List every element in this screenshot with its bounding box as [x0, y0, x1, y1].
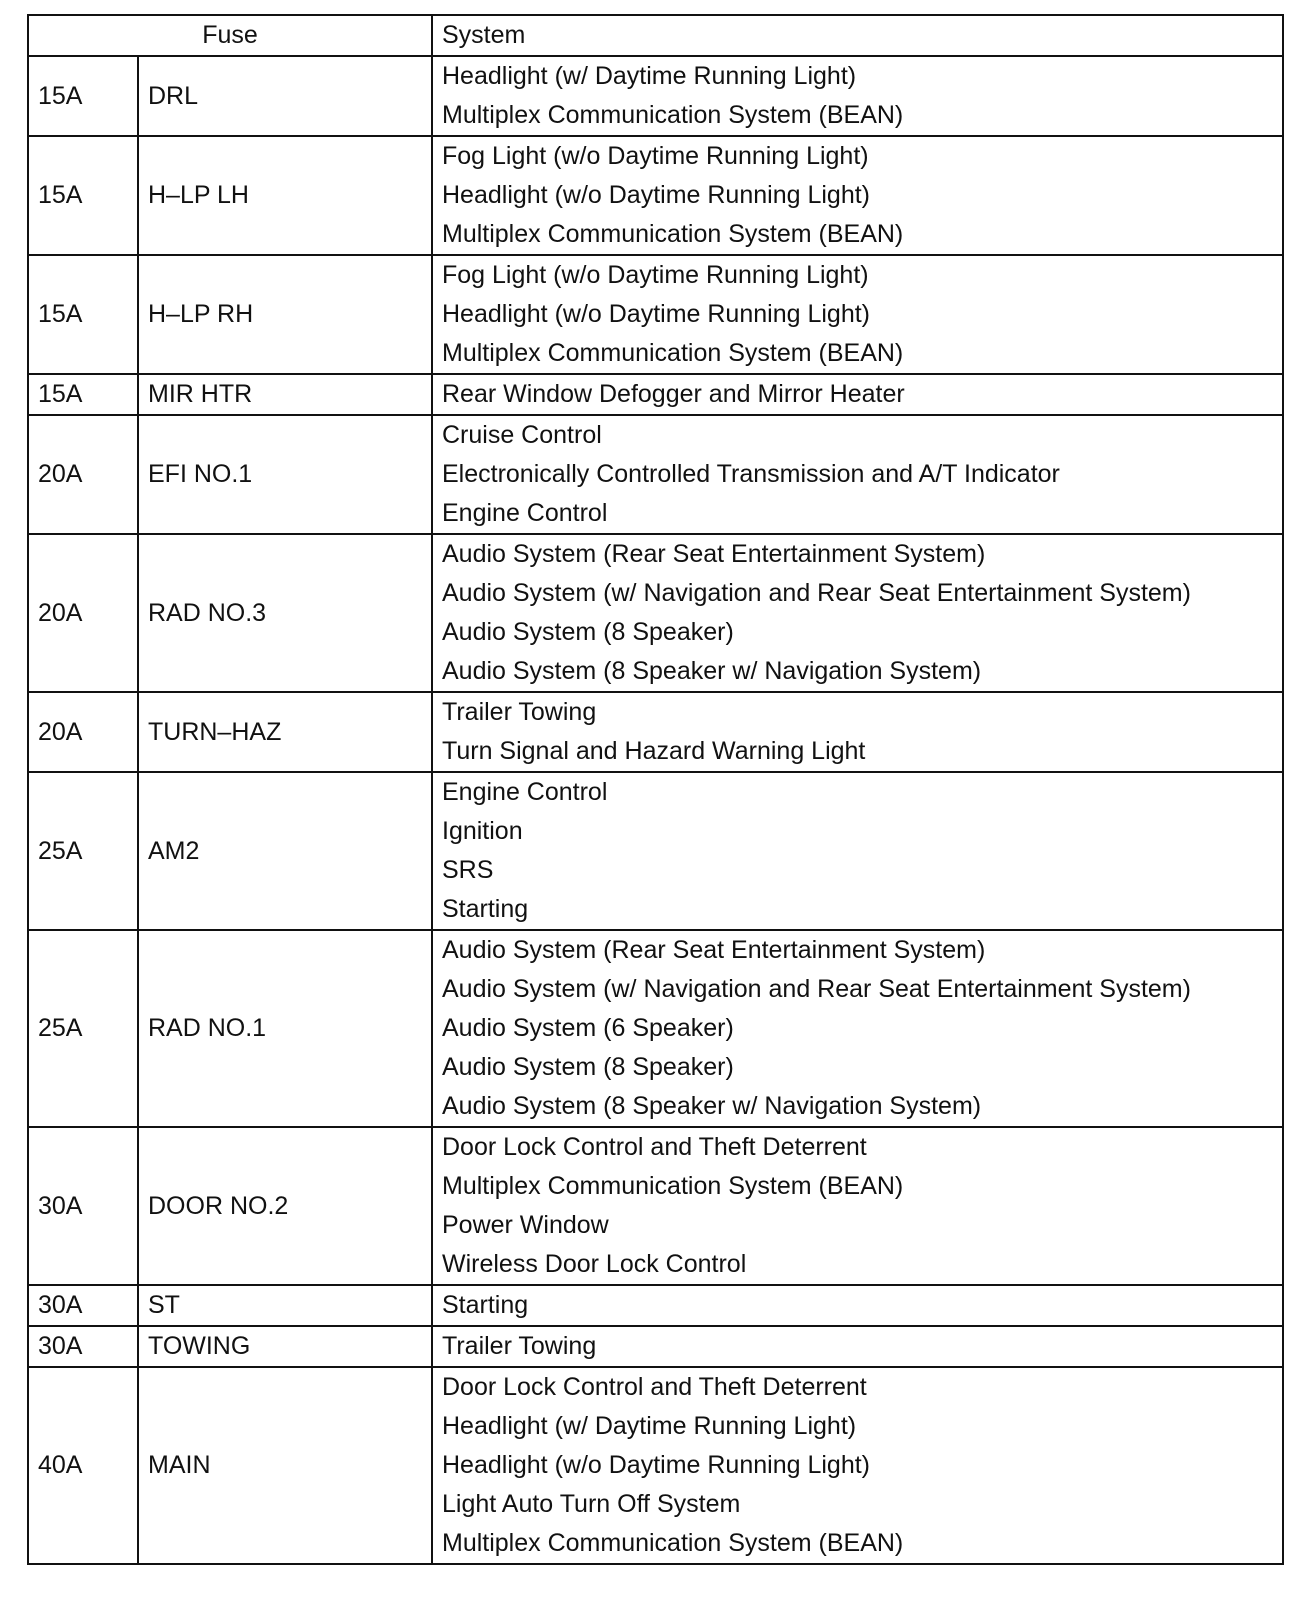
- system-item: Trailer Towing: [442, 698, 597, 726]
- table-row: [28, 772, 1283, 930]
- system-item: Fog Light (w/o Daytime Running Light): [442, 142, 869, 170]
- system-item: Engine Control: [442, 499, 608, 527]
- fuse-amperage: 30A: [28, 1285, 138, 1326]
- system-item: Audio System (8 Speaker): [442, 618, 734, 646]
- system-list: [432, 692, 1283, 772]
- fuse-amperage: 20A: [28, 692, 138, 772]
- system-item: Headlight (w/o Daytime Running Light): [442, 300, 870, 328]
- system-item: Multiplex Communication System (BEAN): [442, 339, 904, 367]
- fuse-amperage: 20A: [28, 534, 138, 692]
- fuse-amperage: 25A: [28, 772, 138, 930]
- system-list: [432, 930, 1283, 1127]
- system-item: Audio System (8 Speaker w/ Navigation System): [442, 1092, 982, 1120]
- fuse-amperage: 15A: [28, 136, 138, 255]
- fuse-amperage: 15A: [28, 374, 138, 415]
- system-list: [432, 772, 1283, 930]
- fuse-amperage: 30A: [28, 1127, 138, 1285]
- system-item: Multiplex Communication System (BEAN): [442, 101, 904, 129]
- system-item: Headlight (w/ Daytime Running Light): [442, 1412, 857, 1440]
- system-item: Audio System (Rear Seat Entertainment System): [442, 540, 986, 568]
- system-item: SRS: [442, 856, 494, 884]
- system-item: Ignition: [442, 817, 523, 845]
- table-row: [28, 136, 1283, 255]
- fuse-amperage: 25A: [28, 930, 138, 1127]
- system-item: Audio System (8 Speaker w/ Navigation System): [442, 657, 982, 685]
- system-list: [432, 534, 1283, 692]
- fuse-name: H–LP LH: [138, 136, 432, 255]
- table-row: [28, 534, 1283, 692]
- fuse-system-table: [27, 14, 1284, 1565]
- system-list: [432, 56, 1283, 136]
- system-item: Audio System (6 Speaker): [442, 1014, 734, 1042]
- table-row: [28, 1367, 1283, 1564]
- fuse-name: RAD NO.3: [138, 534, 432, 692]
- system-list: [432, 415, 1283, 534]
- fuse-name: DOOR NO.2: [138, 1127, 432, 1285]
- system-item: Audio System (w/ Navigation and Rear Seat Entertainment System): [442, 975, 1191, 1003]
- header-system: System: [432, 15, 1283, 56]
- fuse-name: MIR HTR: [138, 374, 432, 415]
- fuse-name: DRL: [138, 56, 432, 136]
- system-item: Audio System (Rear Seat Entertainment System): [442, 936, 986, 964]
- fuse-amperage: 30A: [28, 1326, 138, 1367]
- system-item: Fog Light (w/o Daytime Running Light): [442, 261, 869, 289]
- system-item: Cruise Control: [442, 421, 602, 449]
- system-item: Audio System (8 Speaker): [442, 1053, 734, 1081]
- table-row: [28, 56, 1283, 136]
- fuse-name: RAD NO.1: [138, 930, 432, 1127]
- fuse-name: H–LP RH: [138, 255, 432, 374]
- system-item: Power Window: [442, 1211, 609, 1239]
- table-row: [28, 1127, 1283, 1285]
- table-row: [28, 930, 1283, 1127]
- fuse-name: AM2: [138, 772, 432, 930]
- fuse-amperage: 20A: [28, 415, 138, 534]
- system-item: Multiplex Communication System (BEAN): [442, 1529, 904, 1557]
- table-row: [28, 692, 1283, 772]
- header-row: [28, 15, 1283, 56]
- system-list: [432, 136, 1283, 255]
- system-item: Engine Control: [442, 778, 608, 806]
- system-item: Multiplex Communication System (BEAN): [442, 1172, 904, 1200]
- system-item: Multiplex Communication System (BEAN): [442, 220, 904, 248]
- table-row: [28, 255, 1283, 374]
- fuse-name: ST: [138, 1285, 432, 1326]
- table-row: [28, 415, 1283, 534]
- fuse-name: TOWING: [138, 1326, 432, 1367]
- system-item: Starting: [442, 895, 529, 923]
- system-list: [432, 255, 1283, 374]
- system-item: Headlight (w/o Daytime Running Light): [442, 181, 870, 209]
- system-list: [432, 1367, 1283, 1564]
- fuse-amperage: 40A: [28, 1367, 138, 1564]
- system-item: Door Lock Control and Theft Deterrent: [442, 1133, 867, 1161]
- fuse-name: EFI NO.1: [138, 415, 432, 534]
- header-fuse: Fuse: [28, 15, 432, 56]
- system-item: Audio System (w/ Navigation and Rear Seat Entertainment System): [442, 579, 1191, 607]
- system-item: Wireless Door Lock Control: [442, 1250, 747, 1278]
- system-list: [432, 1326, 1283, 1367]
- system-item: Headlight (w/ Daytime Running Light): [442, 62, 857, 90]
- system-item: Light Auto Turn Off System: [442, 1490, 741, 1518]
- system-item: Electronically Controlled Transmission and A/T Indicator: [442, 460, 1060, 488]
- table-row: [28, 1326, 1283, 1367]
- fuse-amperage: 15A: [28, 56, 138, 136]
- fuse-amperage: 15A: [28, 255, 138, 374]
- system-list: [432, 1285, 1283, 1326]
- system-item: Trailer Towing: [442, 1332, 597, 1360]
- table-row: [28, 1285, 1283, 1326]
- system-item: Turn Signal and Hazard Warning Light: [442, 737, 866, 765]
- system-list: [432, 374, 1283, 415]
- table-row: [28, 374, 1283, 415]
- system-item: Rear Window Defogger and Mirror Heater: [442, 380, 905, 408]
- system-list: [432, 1127, 1283, 1285]
- table-body: [28, 56, 1283, 1564]
- fuse-name: MAIN: [138, 1367, 432, 1564]
- fuse-name: TURN–HAZ: [138, 692, 432, 772]
- system-item: Door Lock Control and Theft Deterrent: [442, 1373, 867, 1401]
- system-item: Headlight (w/o Daytime Running Light): [442, 1451, 870, 1479]
- system-item: Starting: [442, 1291, 529, 1319]
